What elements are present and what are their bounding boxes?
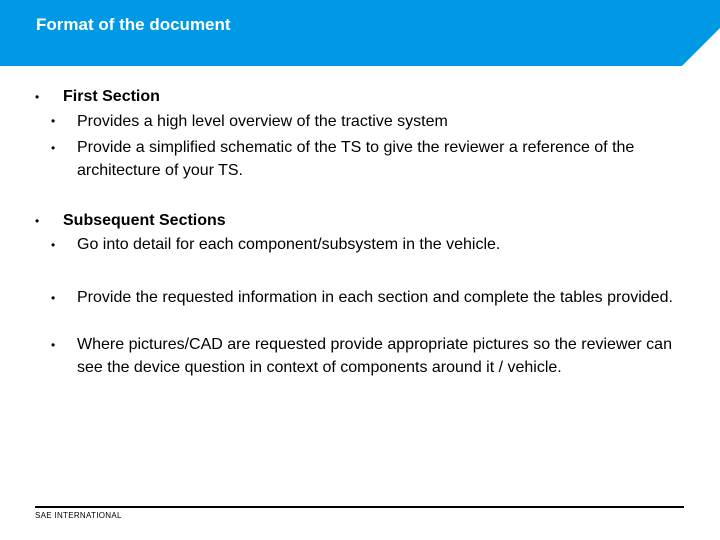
title-banner	[0, 0, 720, 66]
bullet-marker: •	[51, 291, 56, 305]
bullet-marker: •	[51, 238, 56, 252]
list-item: Go into detail for each component/subsystem in the vehicle.	[77, 236, 501, 253]
list-item: Provide the requested information in each section and complete the tables provided.	[77, 289, 673, 306]
bullet-marker: •	[35, 90, 40, 104]
section-heading-subsequent: Subsequent Sections	[63, 212, 226, 229]
list-item: Provides a high level overview of the tractive system	[77, 113, 448, 130]
bullet-marker: •	[51, 114, 56, 128]
section-heading-first: First Section	[63, 88, 160, 105]
bullet-marker: •	[35, 214, 40, 228]
slide-title: Format of the document	[36, 15, 231, 34]
list-item: Where pictures/CAD are requested provide appropriate pictures so the reviewer can see the device question in context of components around it / vehicle.	[77, 336, 672, 376]
bullet-marker: •	[51, 141, 56, 155]
list-item: Provide a simplified schematic of the TS to give the reviewer a reference of the architecture of your TS.	[77, 139, 635, 179]
footer-label: SAE INTERNATIONAL	[35, 511, 122, 520]
footer-divider	[35, 506, 684, 508]
bullet-marker: •	[51, 338, 56, 352]
